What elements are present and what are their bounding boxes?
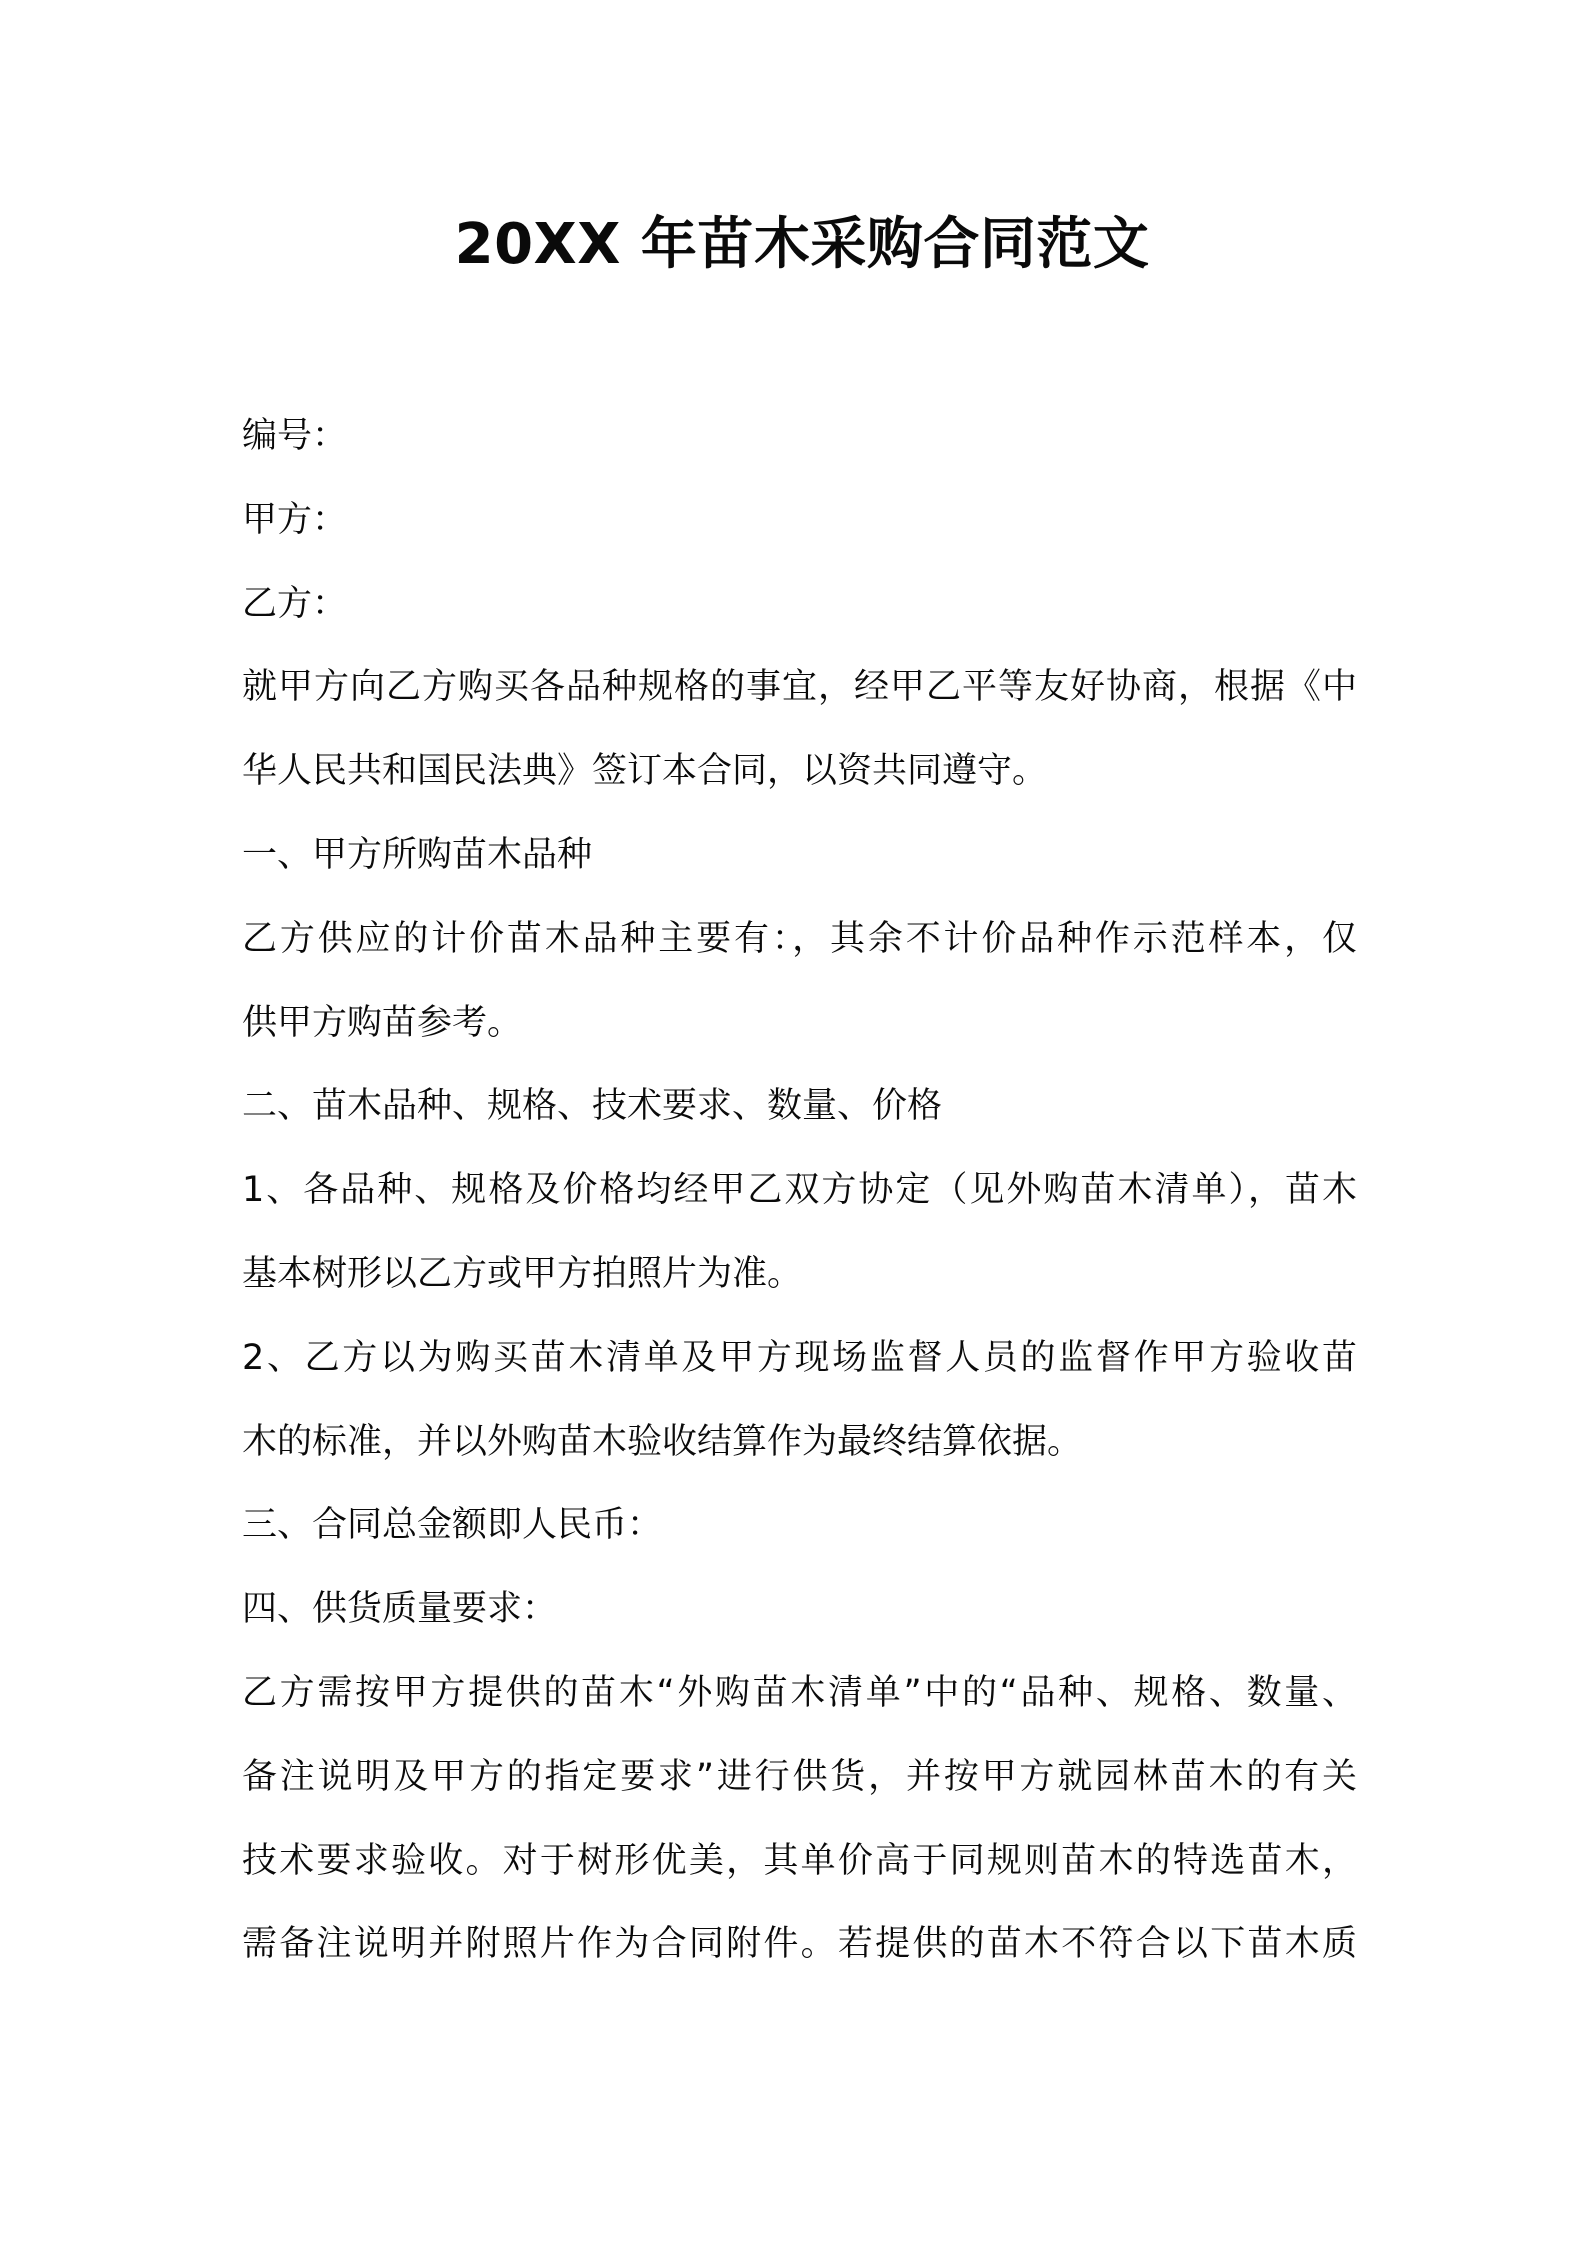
party-b-label: 乙方： xyxy=(242,583,348,624)
paragraph-line: 2、乙方以为购买苗木清单及甲方现场监督人员的监督作甲方验收苗 xyxy=(242,1337,1357,1378)
section-2-paragraph-2 xyxy=(242,1317,1357,1485)
paragraph-line: 1、各品种、规格及价格均经甲乙双方协定（见外购苗木清单），苗木 xyxy=(242,1170,1357,1211)
section-1 xyxy=(242,814,1357,1065)
paragraph-line: 乙方需按甲方提供的苗木“外购苗木清单”中的“品种、规格、数量、 xyxy=(242,1672,1357,1713)
section-3 xyxy=(242,1484,1357,1568)
paragraph-line: 技术要求验收。对于树形优美，其单价高于同规则苗木的特选苗木， xyxy=(242,1840,1357,1881)
section-4 xyxy=(242,1568,1357,1987)
paragraph-line: 供甲方购苗参考。 xyxy=(242,1002,523,1043)
intro-paragraph xyxy=(242,646,1357,814)
document-title: 20XX 年苗木采购合同范文 xyxy=(454,212,1150,277)
section-2 xyxy=(242,1065,1357,1484)
intro-line: 就甲方向乙方购买各品种规格的事宜，经甲乙平等友好协商，根据《中 xyxy=(242,667,1357,708)
section-4-paragraph-1 xyxy=(242,1652,1357,1987)
paragraph-line: 乙方供应的计价苗木品种主要有：，其余不计价品种作示范样本，仅 xyxy=(242,918,1357,959)
intro-line: 华人民共和国民法典》签订本合同，以资共同遵守。 xyxy=(242,751,1048,792)
paragraph-line: 基本树形以乙方或甲方拍照片为准。 xyxy=(242,1253,803,1294)
paragraph-line: 需备注说明并附照片作为合同附件。若提供的苗木不符合以下苗木质 xyxy=(242,1924,1357,1965)
section-heading: 一、甲方所购苗木品种 xyxy=(242,834,593,875)
document-body xyxy=(242,395,1357,1987)
section-2-paragraph-1 xyxy=(242,1149,1357,1317)
section-heading: 四、供货质量要求： xyxy=(242,1589,558,1630)
section-heading: 三、合同总金额即人民币： xyxy=(242,1505,663,1546)
party-a-label: 甲方： xyxy=(242,499,348,540)
contract-number-label: 编号： xyxy=(242,416,348,456)
paragraph-line: 备注说明及甲方的指定要求”进行供货，并按甲方就园林苗木的有关 xyxy=(242,1756,1357,1797)
section-heading: 二、苗木品种、规格、技术要求、数量、价格 xyxy=(242,1086,943,1127)
paragraph-line: 木的标准，并以外购苗木验收结算作为最终结算依据。 xyxy=(242,1421,1083,1462)
section-1-paragraph-1 xyxy=(242,898,1357,1066)
